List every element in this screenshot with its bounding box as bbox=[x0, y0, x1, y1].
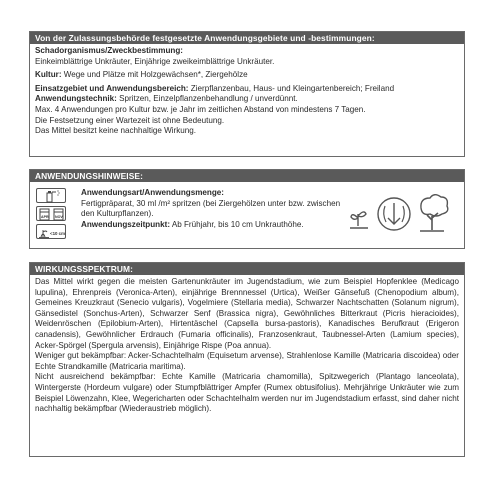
dosage-label: Anwendungsart/Anwendungsmenge: bbox=[81, 188, 224, 197]
pest-value: Einkeimblättrige Unkräuter, Einjährige zweikeimblättrige Unkräuter. bbox=[35, 56, 275, 66]
usage-icons bbox=[36, 188, 68, 242]
section-application-areas bbox=[29, 31, 465, 157]
less-effective-text: Weniger gut bekämpfbar: Acker-Schachtelhalm (Equisetum arvense), Strahlenlose Kamille (Matricaria discoidea) oder Echte Strandkamille (Matricaria maritima). bbox=[35, 351, 459, 371]
area-value: Zierpflanzenbau, Haus- und Kleingartenbereich; Freiland bbox=[188, 83, 395, 93]
not-effective-text: Nicht ausreichend bekämpfbar: Echte Kamille (Matricaria chamomilla), Spitzwegerich (Plantago lanceolata), Wintergerste (Hordeum vulgare) oder Stumpfblättriger Ampfer (Rumex obtusifolius). Mehrjährige Unkräuter wie zum Beispiel Löwenzahn, Klee, Wegericharten oder Schachtelhalm werden nur im Jugendstadium erfasst, sind daher nicht nachhaltig bekämpfbar (Wiederaustrieb möglich). bbox=[35, 372, 459, 414]
effective-against-text: Das Mittel wirkt gegen die meisten Gartenunkräuter im Jugendstadium, wie zum Beispiel Hopfenklee (Medicago lupulina), Ehrenpreis (Veronica-Arten), einjährige Brennnessel (Urtica), Weißer Gänsefuß (Chenopodium album), Gemeines Kreuzkraut (Senecio vulgaris), Vogelmiere (Stellaria media), Schwarzer Nachtschatten (Solanum nigrum), Gänsedistel (Sonchus-Arten), Schwarzer Senf (Brassica nigra), Gewöhnliches Bitterkraut (Picris hieracioides), Weidenröschen (Epilobium-Arten), Hirtentäschel (Capsella bursa-pastoris), Kanadisches Berufkraut (Erigeron canadensis), Gewöhnlicher Erdrauch (Fumaria officinalis), Franzosenkraut, Taubnessel-Arten (Lamium species), Acker-Spörgel (Spergula arvensis), Einjährige Rispe (Poa annua). bbox=[35, 277, 459, 350]
area-label: Einsatzgebiet und Anwendungsbereich: bbox=[35, 83, 189, 93]
usage-text bbox=[76, 186, 356, 232]
calendar-icon bbox=[36, 206, 66, 221]
dosage-value: Fertigpräparat, 30 ml /m² spritzen (bei Ziergehölzen unter bzw. zwischen den Kulturpflanzen). bbox=[81, 198, 341, 219]
section-header: ANWENDUNGSHINWEISE: bbox=[30, 170, 464, 182]
calendar-label-start: APR bbox=[41, 215, 49, 219]
max-applications-text: Max. 4 Anwendungen pro Kultur bzw. je Jahr im zeitlichen Abstand von mindestens 7 Tagen. bbox=[35, 104, 366, 114]
waiting-time-text: Die Festsetzung einer Wartezeit ist ohne Bedeutung. bbox=[35, 115, 225, 125]
section-header: WIRKUNGSSPEKTRUM: bbox=[30, 263, 464, 275]
calendar-label-end: NOV bbox=[55, 215, 63, 219]
section-header: Von der Zulassungsbehörde festgesetzte Anwendungsgebiete und -bestimmungen: bbox=[30, 32, 464, 44]
timing-label: Anwendungszeitpunkt: bbox=[81, 219, 171, 229]
technique-value: Spritzen, Einzelpflanzenbehandlung / unverdünnt. bbox=[116, 94, 298, 104]
crop-line bbox=[35, 70, 459, 81]
spray-plants-tree-icon bbox=[348, 190, 460, 245]
timing-value: Ab Frühjahr, bis 10 cm Unkrauthöhe. bbox=[170, 219, 304, 229]
area-line bbox=[35, 84, 459, 95]
weed-height-label: <10 cm bbox=[50, 231, 66, 236]
technique-label: Anwendungstechnik: bbox=[35, 94, 117, 104]
pest-label: Schadorganismus/Zweckbestimmung: bbox=[35, 46, 183, 55]
crop-label: Kultur: bbox=[35, 70, 62, 80]
section-body bbox=[30, 275, 464, 417]
effect-note-text: Das Mittel besitzt keine nachhaltige Wirkung. bbox=[35, 126, 197, 136]
spray-bottle-icon bbox=[36, 188, 66, 203]
section-body bbox=[30, 44, 464, 139]
crop-value: Wege und Plätze mit Holzgewächsen*, Ziergehölze bbox=[61, 70, 248, 80]
technique-line bbox=[35, 94, 459, 105]
section-effect-spectrum bbox=[29, 262, 465, 457]
section-usage-notes bbox=[29, 169, 465, 249]
weed-height-icon bbox=[36, 224, 66, 239]
timing-line bbox=[81, 220, 351, 231]
